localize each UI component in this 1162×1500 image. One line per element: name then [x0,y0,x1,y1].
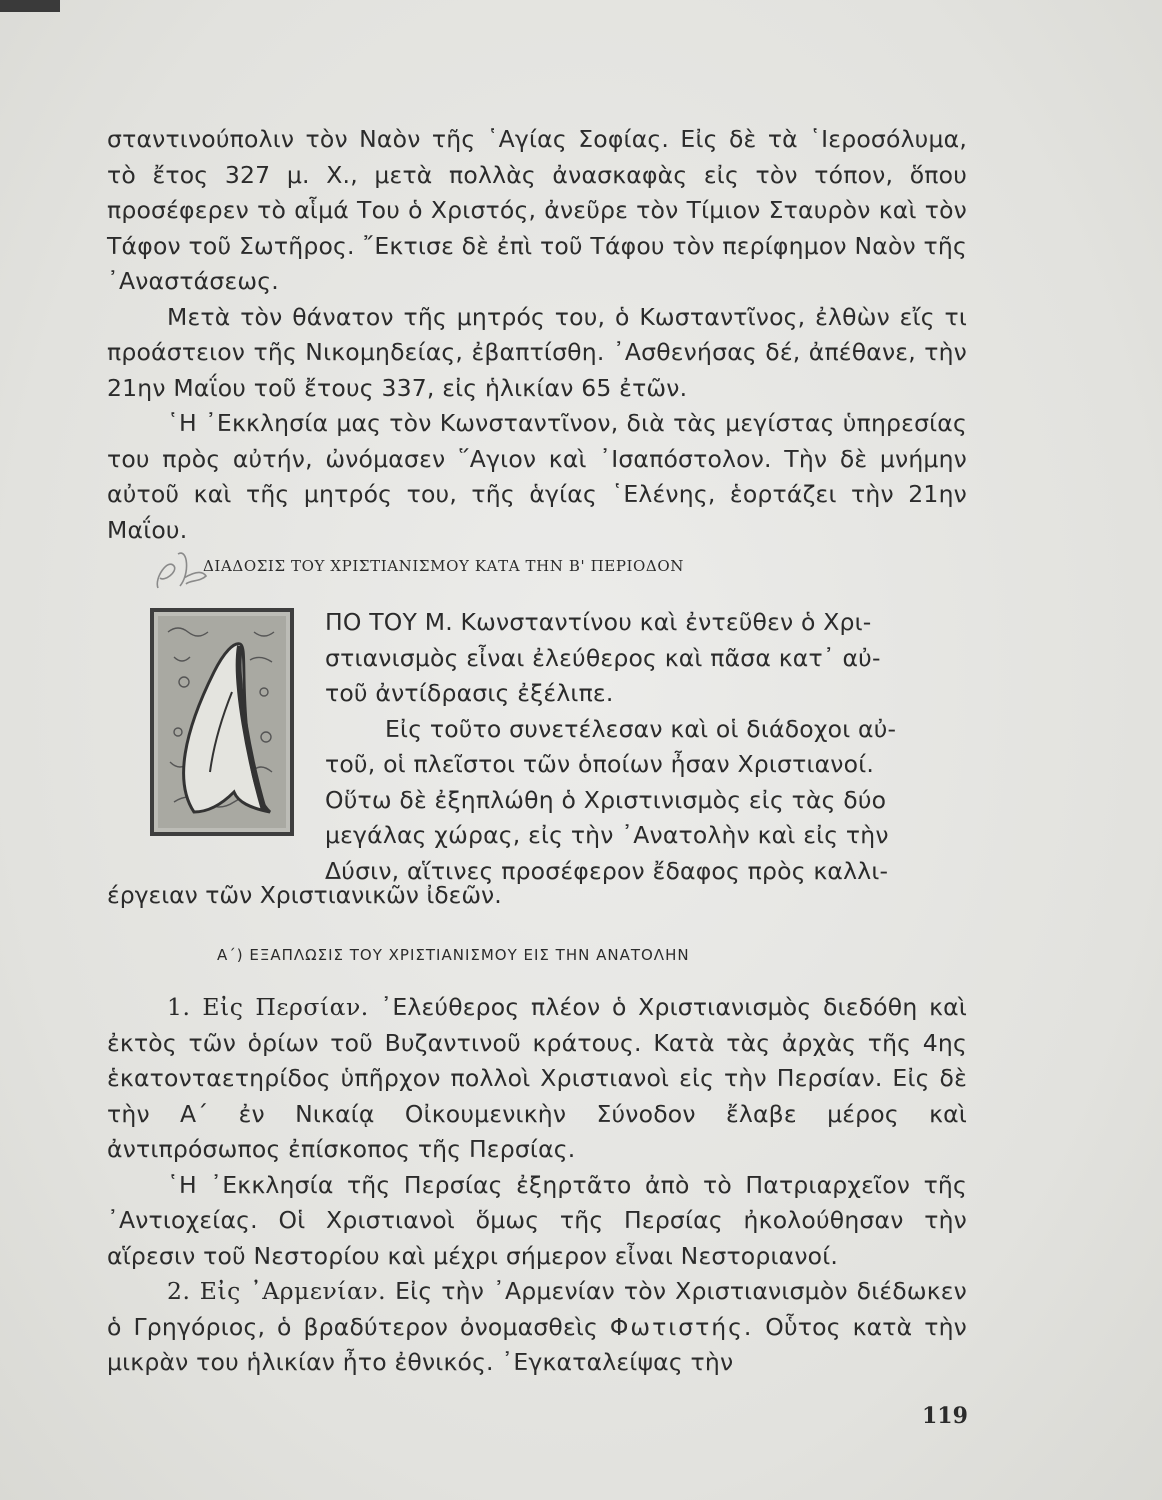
paragraph-body: ᾿Ελεύθερος πλέον ὁ Χριστιανισμὸς διεδόθη καὶ ἐκτὸς τῶν ὁρίων τοῦ Βυζαντινοῦ κράτους. Κατὰ τὰς ἀρχὰς τῆς 4ης ἑκατονταετηρίδος ὑπῆρχον πολλοὶ Χριστιανοὶ εἰς τὴν Περσίαν. Εἰς δὲ τὴν Α΄ ἐν Νικαίᾳ Οἰκουμενικὴν Σύνοδον ἔλαβε μέρος καὶ ἀντιπρόσωπος ἐπίσκοπος τῆς Περσίας. [107,993,967,1163]
emphasis-text: Φωτιστής. [609,1312,754,1341]
paragraph: σταντινούπολιν τὸν Ναὸν τῆς ῾Αγίας Σοφίας. Εἰς δὲ τὰ ῾Ιεροσόλυμα, τὸ ἔτος 327 μ. Χ., μετὰ πολλὰς ἀνασκαφὰς εἰς τὸν τόπον, ὅπου προσέφερεν τὸ αἷμά Του ὁ Χριστός, ἀνεῦρε τὸν Τίμιον Σταυρὸν καὶ τὸν Τάφον τοῦ Σωτῆρος. ῎Εκτισε δὲ ἐπὶ τοῦ Τάφου τὸν περίφημον Ναὸν τῆς ᾿Αναστάσεως. [107,125,967,295]
subsection-heading: Α΄) ΕΞΑΠΛΩΣΙΣ ΤΟΥ ΧΡΙΣΤΙΑΝΙΣΜΟΥ ΕΙΣ ΤΗΝ ΑΝΑΤΟΛΗΝ [217,946,690,964]
text-line: τοῦ, οἱ πλεῖστοι τῶν ὁποίων ἦσαν Χριστιανοί. [325,750,875,778]
text-line: Οὕτω δὲ ἐξηπλώθη ὁ Χριστινισμὸς εἰς τὰς δύο [325,785,887,814]
text-line: Δύσιν, αἵτινες προσέφερον ἔδαφος πρὸς καλλι- [325,856,889,885]
paragraph-lead: 2. Εἰς ᾿Αρμενίαν. [167,1277,387,1305]
text-line: έργειαν τῶν Χριστιανικῶν ἰδεῶν. [107,881,502,909]
paragraph: ῾Η ᾿Εκκλησία μας τὸν Κωνσταντῖνον, διὰ τὰς μεγίστας ὑπηρεσίας του πρὸς αὐτήν, ὠνόμασεν ῞Αγιον καὶ ᾿Ισαπόστολον. Τὴν δὲ μνήμην αὐτοῦ καὶ τῆς μητρός του, τῆς ἁγίας ῾Ελένης, ἑορτάζει τὴν 21ην Μαΐου. [107,409,967,544]
paragraph [107,1274,967,1381]
text-line: μεγάλας χώρας, εἰς τὴν ᾿Ανατολὴν καὶ εἰς τὴν [325,821,889,849]
decorative-initial-alpha [150,608,294,836]
paragraph-body: Εἰς τὴν ᾿Αρμενίαν τὸν Χριστιανισμὸν διέδωκεν ὁ Γρηγόριος, ὁ βραδύτερον ὀνομασθεὶς [107,1277,967,1341]
handwritten-note-icon [150,548,210,596]
text-line: ΠΟ ΤΟΥ Μ. Κωνσταντίνου καὶ ἐντεῦθεν ὁ Χρι- [325,608,872,636]
paragraph: ῾Η ᾿Εκκλησία τῆς Περσίας ἐξηρτᾶτο ἀπὸ τὸ Πατριαρχεῖον τῆς ᾿Αντιοχείας. Οἱ Χριστιανοὶ ὅμως τῆς Περσίας ἠκολούθησαν τὴν αἵρεσιν τοῦ Νεστορίου καὶ μέχρι σήμερον εἶναι Νεστοριανοί. [107,1170,967,1270]
scan-corner-mark [0,0,60,12]
paragraph: Μετὰ τὸν θάνατον τῆς μητρός του, ὁ Κωσταντῖνος, ἐλθὼν εἴς τι προάστειον τῆς Νικομηδείας, ἐβαπτίσθη. ᾿Ασθενήσας δέ, ἀπέθανε, τὴν 21ην Μαΐου τοῦ ἔτους 337, εἰς ἡλικίαν 65 ἐτῶν. [107,302,967,402]
page-number: 119 [922,1403,968,1429]
paragraph [107,990,967,1168]
section-spread-intro [325,605,967,889]
section-constantine [107,122,967,548]
section-heading: ΔΙΑΔΟΣΙΣ ΤΟΥ ΧΡΙΣΤΙΑΝΙΣΜΟΥ ΚΑΤΑ ΤΗΝ Β' ΠΕΡΙΟΔΟΝ [203,557,684,575]
paragraph-body: Οὗτος κατὰ τὴν μικρὰν του ἡλικίαν ἦτο ἐθνικός. ᾿Εγκαταλείψας τὴν [107,1312,967,1376]
text-line: στιανισμὸς εἶναι ἐλεύθερος καὶ πᾶσα κατ᾿ αὐ- [325,643,881,672]
paragraph-lead: 1. Εἰς Περσίαν. [167,993,369,1021]
text-line: τοῦ ἀντίδρασις ἐξέλιπε. [325,679,614,707]
section-east [107,990,967,1381]
text-line: Εἰς τοῦτο συνετέλεσαν καὶ οἱ διάδοχοι αὐ- [385,714,897,743]
